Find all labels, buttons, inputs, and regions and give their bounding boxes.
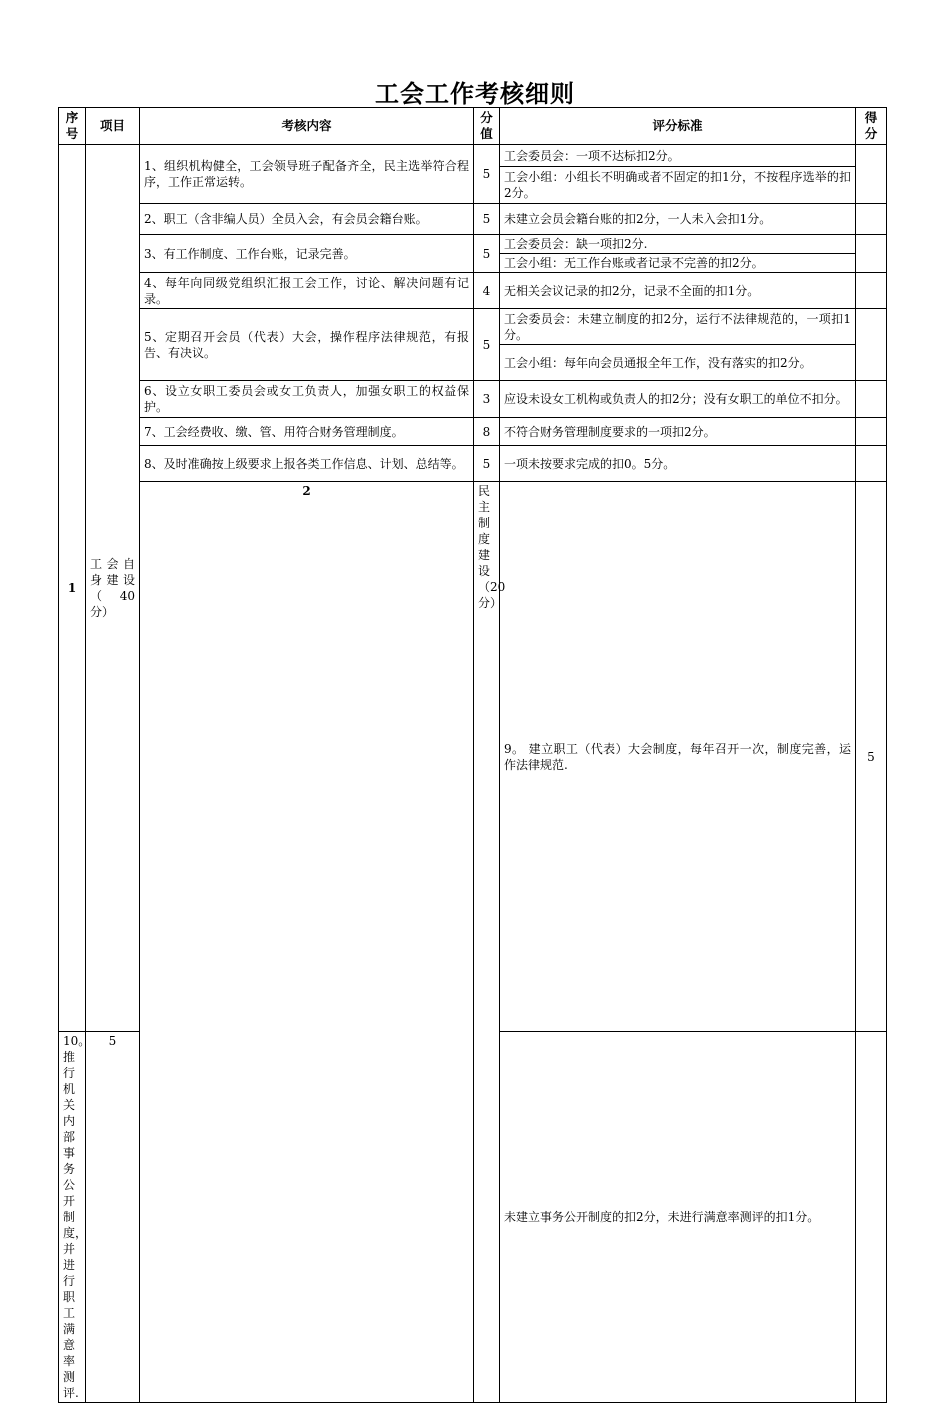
section-item: 民主制度建设（20分）: [474, 482, 500, 1403]
table-row: [59, 309, 887, 345]
earned-score-cell[interactable]: [856, 446, 887, 482]
criteria-text: 工会小组：小组长不明确或者不固定的扣1分，不按程序选举的扣2分。: [500, 167, 856, 204]
header-row: [59, 108, 887, 145]
header-content: 考核内容: [140, 108, 474, 145]
score-value: 8: [474, 418, 500, 446]
header-earned: 得分: [856, 108, 887, 145]
earned-score-cell[interactable]: [856, 204, 887, 235]
page-title: 工会工作考核细则: [375, 80, 575, 108]
criteria-text: 不符合财务管理制度要求的一项扣2分。: [500, 418, 856, 446]
score-value: 4: [474, 273, 500, 309]
criteria-text: 应设未设女工机构或负责人的扣2分；没有女职工的单位不扣分。: [500, 381, 856, 418]
assessment-content: 8、及时准确按上级要求上报各类工作信息、计划、总结等。: [140, 446, 474, 482]
score-value: 5: [474, 204, 500, 235]
score-value: 5: [856, 482, 887, 1032]
score-value: 5: [474, 235, 500, 273]
assessment-content: 7、工会经费收、缴、管、用符合财务管理制度。: [140, 418, 474, 446]
assessment-table: [58, 107, 887, 1403]
table-row: [59, 381, 887, 418]
criteria-text: 未建立会员会籍台账的扣2分，一人未入会扣1分。: [500, 204, 856, 235]
header-seq: 序号: [59, 108, 86, 145]
table-row: [59, 273, 887, 309]
earned-score-cell[interactable]: [856, 418, 887, 446]
assessment-content: 2、职工（含非编人员）全员入会，有会员会籍台账。: [140, 204, 474, 235]
assessment-content: 4、每年向同级党组织汇报工会工作，讨论、解决问题有记录。: [140, 273, 474, 309]
table-row: [59, 145, 887, 167]
criteria-text: 工会委员会：未建立制度的扣2分，运行不法律规范的，一项扣1分。: [500, 309, 856, 345]
header-criteria: 评分标准: [500, 108, 856, 145]
criteria-text: 工会小组：无工作台账或者记录不完善的扣2分。: [500, 254, 856, 273]
criteria-text: 一项未按要求完成的扣0。5分。: [500, 446, 856, 482]
assessment-content: 10。推行机关内部事务公开制度，并进行职工满意率测评.: [59, 1032, 86, 1403]
section-seq: 1: [59, 145, 86, 1032]
criteria-text: 工会委员会：一项不达标扣2分。: [500, 145, 856, 167]
assessment-content: 5、定期召开会员（代表）大会，操作程序法律规范，有报告、有决议。: [140, 309, 474, 381]
table-row: [59, 204, 887, 235]
score-value: 5: [86, 1032, 140, 1403]
earned-score-cell[interactable]: [856, 381, 887, 418]
score-value: 5: [474, 309, 500, 381]
criteria-text: 无相关会议记录的扣2分，记录不全面的扣1分。: [500, 273, 856, 309]
score-value: 5: [474, 145, 500, 204]
assessment-content: 9。 建立职工（代表）大会制度，每年召开一次，制度完善，运作法律规范.: [500, 482, 856, 1032]
criteria-text: 工会委员会：缺一项扣2分.: [500, 235, 856, 254]
score-value: 5: [474, 446, 500, 482]
assessment-content: 3、有工作制度、工作台账，记录完善。: [140, 235, 474, 273]
table-row: [59, 418, 887, 446]
table-row: [59, 235, 887, 254]
table-row: [59, 482, 887, 917]
table-row: [59, 446, 887, 482]
criteria-text: 未建立事务公开制度的扣2分，未进行满意率测评的扣1分。: [500, 1032, 856, 1403]
header-item: 项目: [86, 108, 140, 145]
earned-score-cell[interactable]: [856, 145, 887, 204]
header-score: 分值: [474, 108, 500, 145]
section-seq: 2: [140, 482, 474, 1403]
earned-score-cell[interactable]: [856, 235, 887, 273]
earned-score-cell[interactable]: [856, 309, 887, 381]
earned-score-cell[interactable]: [856, 273, 887, 309]
earned-score-cell[interactable]: [856, 1032, 887, 1403]
assessment-content: 6、设立女职工委员会或女工负责人，加强女职工的权益保护。: [140, 381, 474, 418]
score-value: 3: [474, 381, 500, 418]
section-item: 工会自身建设（ 40分）: [86, 145, 140, 1032]
assessment-content: 1、组织机构健全，工会领导班子配备齐全，民主选举符合程序，工作正常运转。: [140, 145, 474, 204]
criteria-text: 工会小组：每年向会员通报全年工作，没有落实的扣2分。: [500, 345, 856, 381]
